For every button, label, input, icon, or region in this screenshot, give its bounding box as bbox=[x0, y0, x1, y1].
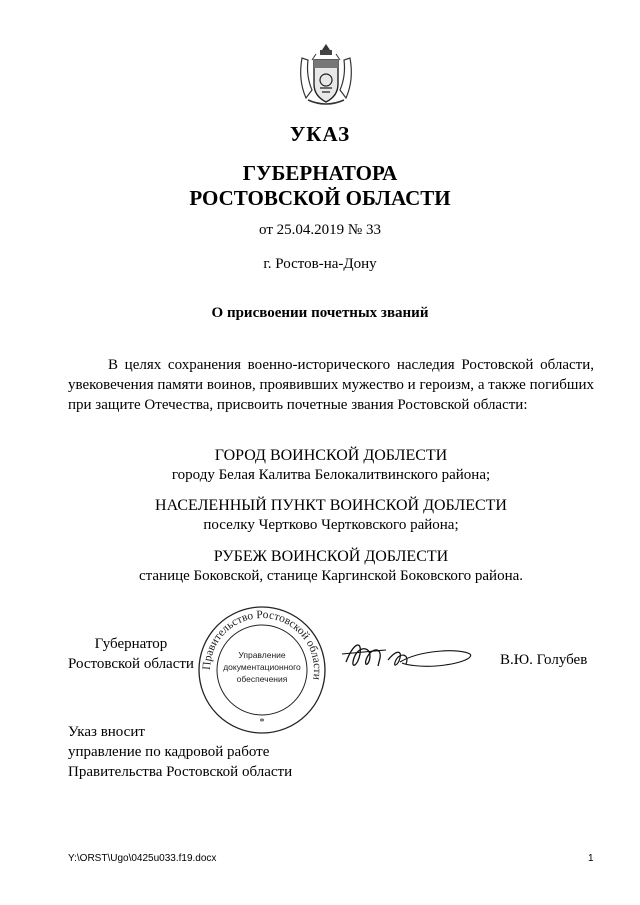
document-city: г. Ростов-на-Дону bbox=[263, 256, 377, 272]
seal-inner-line-1: Управление bbox=[238, 650, 286, 660]
signatory-name: В.Ю. Голубев bbox=[500, 652, 588, 668]
signatory-position-line-1: Губернатор bbox=[94, 636, 168, 652]
honorary-title-name: РУБЕЖ ВОИНСКОЙ ДОБЛЕСТИ bbox=[213, 548, 449, 565]
note-line-1: Указ вносит bbox=[68, 724, 145, 740]
honorary-title-item bbox=[68, 496, 594, 534]
seal-inner-line-3: обеспечения bbox=[236, 674, 288, 684]
intro-text: В целях сохранения военно-исторического наследия Ростовской области, увековечения памяти воинов, проявивших мужество и героизм, а также погибших при защите Отечества, присвоить почетные звания Ростовской области: bbox=[68, 357, 594, 413]
footer-file-path: Y:\ORST\Ugo\0425u033.f19.docx bbox=[68, 853, 217, 864]
note-line-3: Правительства Ростовской области bbox=[68, 764, 293, 780]
honorary-title-item bbox=[68, 446, 594, 484]
honorary-title-item bbox=[68, 547, 594, 585]
intro-paragraph bbox=[68, 355, 594, 415]
official-seal-stamp bbox=[196, 604, 328, 736]
honorary-title-recipient: поселку Чертково Чертковского района; bbox=[203, 517, 459, 533]
authority-line-2: РОСТОВСКОЙ ОБЛАСТИ bbox=[189, 186, 451, 210]
coat-of-arms-icon bbox=[296, 40, 356, 110]
submission-note bbox=[68, 722, 292, 782]
honorary-title-recipient: городу Белая Калитва Белокалитвинского района; bbox=[171, 467, 491, 483]
handwritten-signature bbox=[340, 632, 476, 680]
page-number: 1 bbox=[588, 853, 594, 864]
note-line-2: управление по кадровой работе bbox=[68, 744, 270, 760]
signatory-position bbox=[68, 634, 194, 674]
honorary-title-name: ГОРОД ВОИНСКОЙ ДОБЛЕСТИ bbox=[214, 447, 448, 464]
authority-line-1: ГУБЕРНАТОРА bbox=[242, 161, 398, 185]
honorary-title-name: НАСЕЛЕННЫЙ ПУНКТ ВОИНСКОЙ ДОБЛЕСТИ bbox=[155, 497, 507, 514]
document-subject: О присвоении почетных званий bbox=[211, 305, 429, 321]
seal-inner-line-2: документационного bbox=[223, 662, 301, 672]
issuing-authority bbox=[0, 161, 640, 211]
document-date-number: от 25.04.2019 № 33 bbox=[259, 222, 381, 238]
honorary-title-recipient: станице Боковской, станице Каргинской Боковского района. bbox=[138, 568, 524, 584]
document-title: УКАЗ bbox=[289, 122, 351, 146]
seal-outer-text: Правительство Ростовской области bbox=[200, 608, 324, 681]
svg-text:*: * bbox=[259, 717, 265, 728]
signatory-position-line-2: Ростовской области bbox=[68, 656, 194, 672]
